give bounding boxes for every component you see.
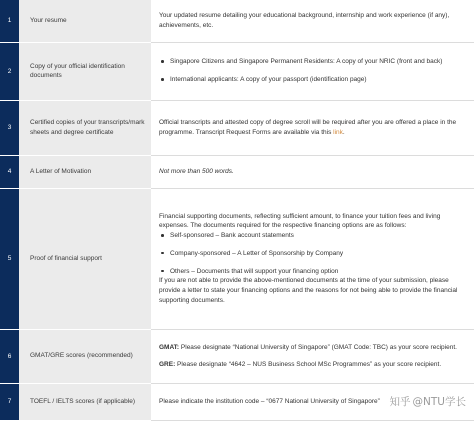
item-label: TOEFL / IELTS scores (if applicable) <box>19 383 151 420</box>
item-detail: Your updated resume detailing your educational background, internship and work experience (if any), achievements, etc. <box>151 0 474 42</box>
id-document-list <box>159 57 466 85</box>
table-row <box>0 155 474 188</box>
watermark-handle: @NTU学长 <box>412 396 466 408</box>
item-detail: Not more than 500 words. <box>151 155 474 188</box>
item-label: Certified copies of your transcripts/mark sheets and degree certificate <box>19 100 151 155</box>
zhihu-watermark <box>390 394 466 409</box>
table-row <box>0 188 474 329</box>
table-row <box>0 42 474 100</box>
row-number: 3 <box>0 100 19 155</box>
gre-instruction <box>159 360 466 370</box>
list-item: Company-sponsored – A Letter of Sponsorship by Company <box>159 249 466 259</box>
item-label: Your resume <box>19 0 151 42</box>
detail-text-end: . <box>342 128 345 136</box>
item-detail: Please indicate the institution code – “0677 National University of Singapore” <box>151 383 474 420</box>
list-item: Others – Documents that will support your financing option <box>159 267 466 277</box>
list-item: International applicants: A copy of your passport (identification page) <box>159 75 466 85</box>
row-number: 5 <box>0 188 19 329</box>
gmat-instruction <box>159 343 466 353</box>
financial-intro: Financial supporting documents, reflecting sufficient amount, to finance your tuition fees and living expenses. The documents required for the respective financing options are as follows: <box>159 212 441 230</box>
item-detail <box>151 329 474 383</box>
row-number: 7 <box>0 383 19 420</box>
table-row <box>0 329 474 383</box>
row-number: 1 <box>0 0 19 42</box>
item-detail <box>151 188 474 329</box>
watermark-brand: 知乎 <box>389 396 411 408</box>
item-label: Copy of your official identification documents <box>19 42 151 100</box>
financial-outro: If you are not able to provide the above-mentioned documents at the time of your submission, please provide a letter to state your financing options and the reasons for not being able to provide the financial supporting documents. <box>159 277 458 304</box>
table-row <box>0 0 474 42</box>
row-number: 6 <box>0 329 19 383</box>
gre-label: GRE: <box>159 360 176 368</box>
list-item: Singapore Citizens and Singapore Permanent Residents: A copy of your NRIC (front and back) <box>159 57 466 67</box>
list-item: Self-sponsored – Bank account statements <box>159 231 466 241</box>
item-label: Proof of financial support <box>19 188 151 329</box>
item-detail <box>151 42 474 100</box>
item-label: GMAT/GRE scores (recommended) <box>19 329 151 383</box>
gmat-label: GMAT: <box>159 343 180 351</box>
gmat-text: Please designate “National University of Singapore” (GMAT Code: TBC) as your score recipient. <box>179 343 457 351</box>
gre-text: Please designate “4642 – NUS Business School MSc Programmes” as your score recipient. <box>175 360 442 368</box>
transcript-request-link[interactable]: link <box>333 128 343 136</box>
row-number: 4 <box>0 155 19 188</box>
financial-options-list <box>159 231 466 276</box>
item-label: A Letter of Motivation <box>19 155 151 188</box>
detail-text: Official transcripts and attested copy of degree scroll will be required after you are offered a place in the programme. Transcript Request Forms are available via this <box>159 118 457 136</box>
item-detail <box>151 100 474 155</box>
row-number: 2 <box>0 42 19 100</box>
table-row <box>0 100 474 155</box>
